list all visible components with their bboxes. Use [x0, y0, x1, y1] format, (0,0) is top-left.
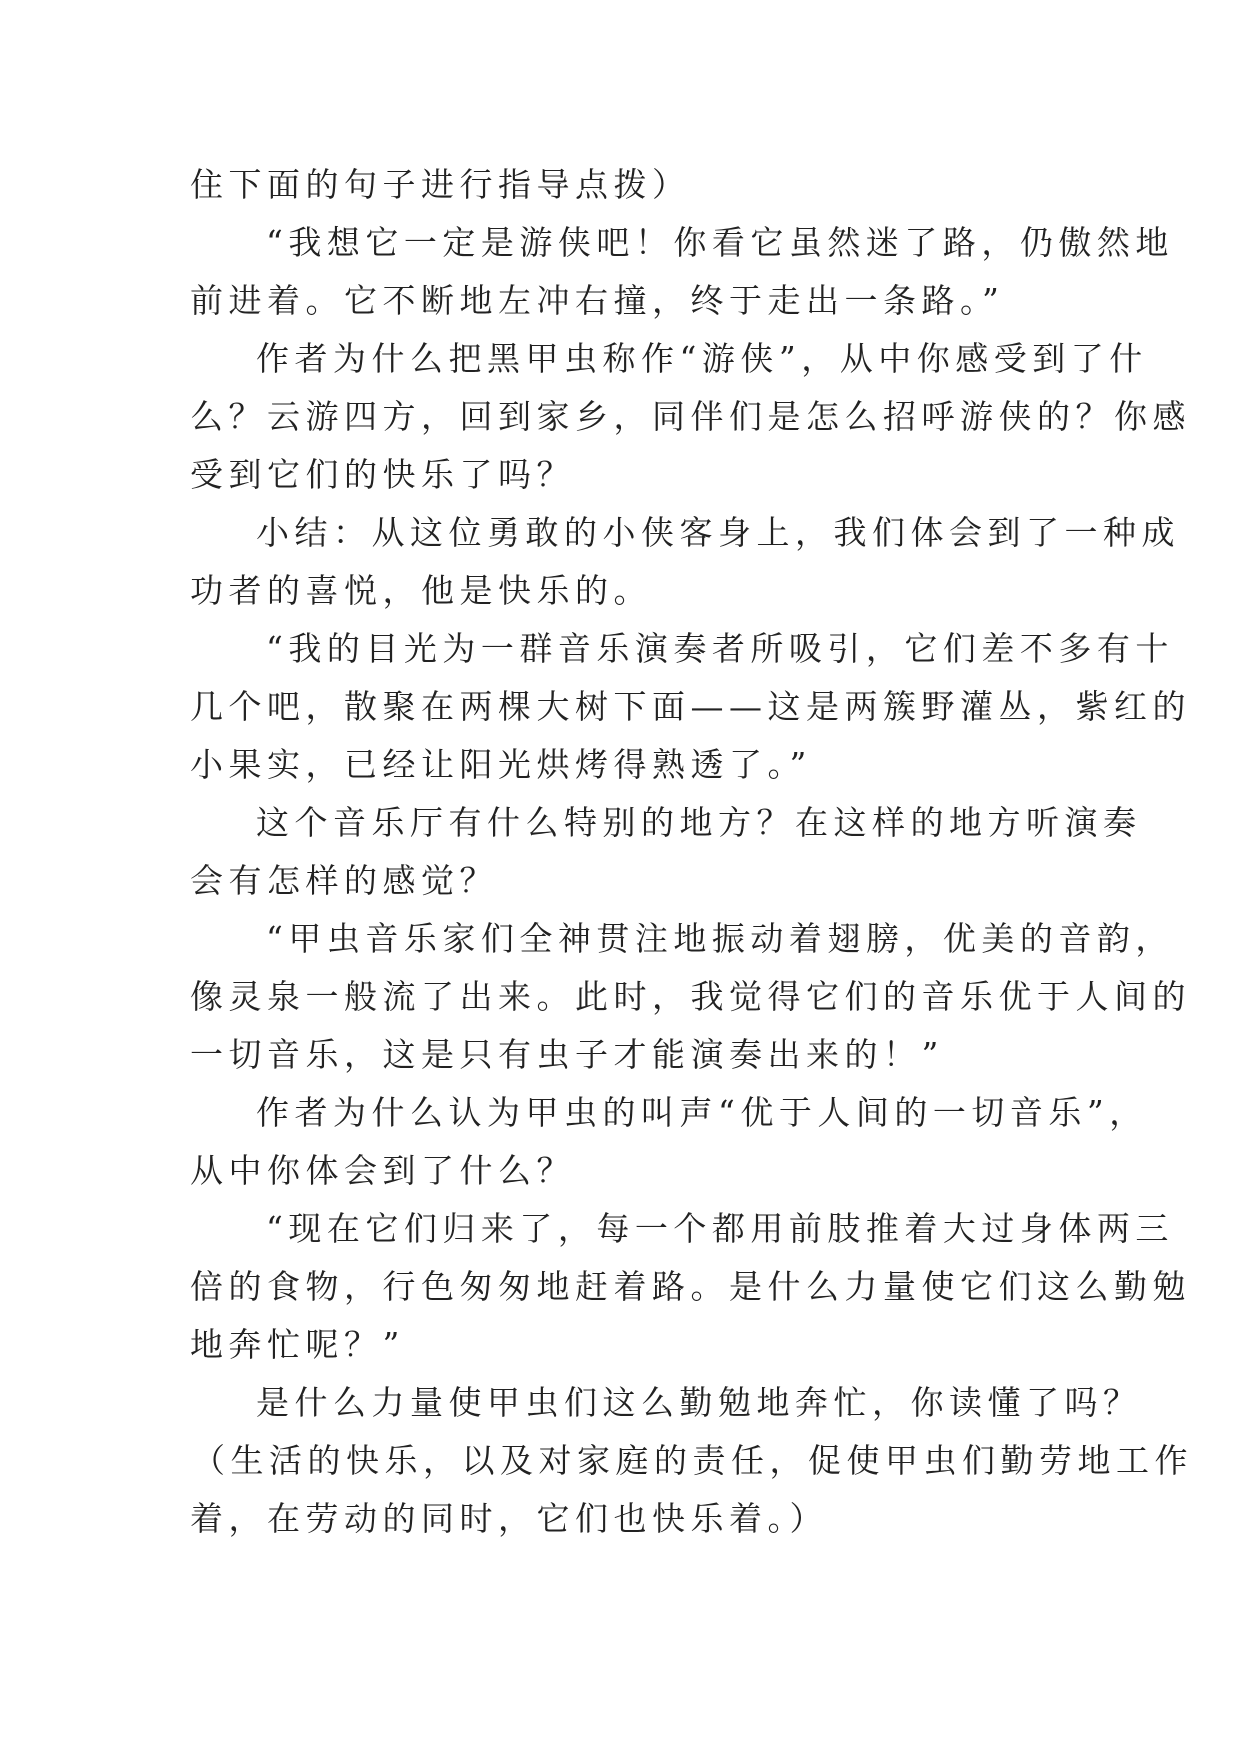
text-line: 小结：从这位勇敢的小侠客身上，我们体会到了一种成 [256, 513, 1180, 552]
text-line: 小果实，已经让阳光烘烤得熟透了。” [190, 745, 812, 784]
text-line: 作者为什么把黑甲虫称作“游侠”，从中你感受到了什 [256, 339, 1148, 378]
text-line: 么？云游四方，回到家乡，同伴们是怎么招呼游侠的？你感 [190, 397, 1191, 436]
text-line: 着，在劳动的同时，它们也快乐着。） [190, 1499, 828, 1538]
text-line: 一切音乐，这是只有虫子才能演奏出来的！” [190, 1035, 944, 1074]
text-line: “我的目光为一群音乐演奏者所吸引，它们差不多有十 [266, 629, 1174, 668]
text-line: 几个吧，散聚在两棵大树下面——这是两簇野灌丛，紫红的 [190, 687, 1191, 726]
text-line: 功者的喜悦，他是快乐的。 [190, 571, 652, 610]
text-line: 像灵泉一般流了出来。此时，我觉得它们的音乐优于人间的 [190, 977, 1191, 1016]
text-line: 住下面的句子进行指导点拨） [190, 165, 691, 204]
text-line: 地奔忙呢？” [190, 1325, 405, 1364]
text-line: 是什么力量使甲虫们这么勤勉地奔忙，你读懂了吗？ [256, 1383, 1142, 1422]
text-line: 这个音乐厅有什么特别的地方？在这样的地方听演奏 [256, 803, 1142, 842]
text-line: 会有怎样的感觉？ [190, 861, 498, 900]
text-line: 受到它们的快乐了吗？ [190, 455, 575, 494]
text-line: “我想它一定是游侠吧！你看它虽然迷了路，仍傲然地 [266, 223, 1174, 262]
text-line: “现在它们归来了，每一个都用前肢推着大过身体两三 [266, 1209, 1174, 1248]
text-line: 从中你体会到了什么？ [190, 1151, 575, 1190]
text-line: （生活的快乐，以及对家庭的责任，促使甲虫们勤劳地工作 [192, 1441, 1193, 1480]
text-line: 前进着。它不断地左冲右撞，终于走出一条路。” [190, 281, 1005, 320]
text-line: 作者为什么认为甲虫的叫声“优于人间的一切音乐”， [256, 1093, 1148, 1132]
text-line: “甲虫音乐家们全神贯注地振动着翅膀，优美的音韵， [266, 919, 1174, 958]
text-line: 倍的食物，行色匆匆地赶着路。是什么力量使它们这么勤勉 [190, 1267, 1191, 1306]
